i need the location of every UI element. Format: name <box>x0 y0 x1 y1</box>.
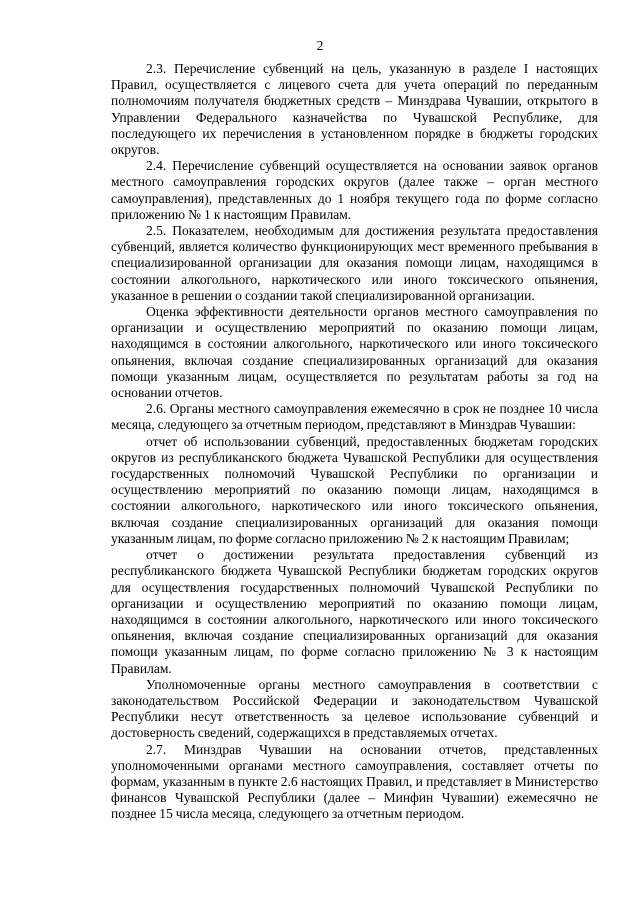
document-body <box>111 61 598 823</box>
paragraph-efficiency-assessment: Оценка эффективности деятельности органов местного самоуправления по организации и осуществлению мероприятий по оказанию помощи лицам, находящимся в состоянии алкогольного, наркотического или иного токсического опьянения, включая создание специализированных организаций для оказания помощи указанным лицам, осуществляется по результатам работы за год на основании отчетов. <box>111 304 598 401</box>
paragraph-2-7: 2.7. Минздрав Чувашии на основании отчетов, представленных уполномоченными органами местного самоуправления, составляет отчеты по формам, указанным в пункте 2.6 настоящих Правил, и представляет в Министерство финансов Чувашской Республики (далее – Минфин Чувашии) ежемесячно не позднее 15 числа месяца, следующего за отчетным периодом. <box>111 741 598 822</box>
paragraph-report-result: отчет о достижении результата предоставления субвенций из республиканского бюджета Чувашской Республики бюджетам городских округов для осуществления государственных полномочий Чувашской Республики по организации и осуществлению мероприятий по оказанию помощи лицам, находящимся в состоянии алкогольного, наркотического или иного токсического опьянения, включая создание специализированных организаций для оказания помощи указанным лицам, по форме согласно приложению № 3 к настоящим Правилам. <box>111 547 598 676</box>
page-number: 2 <box>316 38 324 53</box>
paragraph-2-6: 2.6. Органы местного самоуправления ежемесячно в срок не позднее 10 числа месяца, следующего за отчетным периодом, представляют в Минздрав Чувашии: <box>111 401 598 433</box>
paragraph-2-4: 2.4. Перечисление субвенций осуществляется на основании заявок органов местного самоуправления городских округов (далее также – орган местного самоуправления), представленных до 1 ноября текущего года по форме согласно приложению № 1 к настоящим Правилам. <box>111 158 598 222</box>
paragraph-2-5: 2.5. Показателем, необходимым для достижения результата предоставления субвенций, является количество функционирующих мест временного пребывания в специализированной организации для оказания помощи лицам, находящимся в состоянии алкогольного, наркотического или иного токсического опьянения, указанное в решении о создании такой специализированной организации. <box>111 223 598 303</box>
paragraph-responsibility: Уполномоченные органы местного самоуправления в соответствии с законодательством Российской Федерации и законодательством Чувашской Республики несут ответственность за целевое использование субвенций и достоверность сведений, содержащихся в представляемых отчетах. <box>111 676 598 741</box>
paragraph-2-3: 2.3. Перечисление субвенций на цель, указанную в разделе I настоящих Правил, осуществляется с лицевого счета для учета операций по переданным полномочиям получателя бюджетных средств – Минздрава Чувашии, открытого в Управлении Федерального казначейства по Чувашской Республике, для последующего их перечисления в установленном порядке в бюджеты городских округов. <box>111 61 598 158</box>
paragraph-report-usage: отчет об использовании субвенций, предоставленных бюджетам городских округов из республиканского бюджета Чувашской Республики для осуществления государственных полномочий Чувашской Республики по организации и осуществлению мероприятий по оказанию помощи лицам, находящимся в состоянии алкогольного, наркотического или иного токсического опьянения, включая создание специализированных организаций для оказания помощи указанным лицам, по форме согласно приложению № 2 к настоящим Правилам; <box>111 433 598 546</box>
